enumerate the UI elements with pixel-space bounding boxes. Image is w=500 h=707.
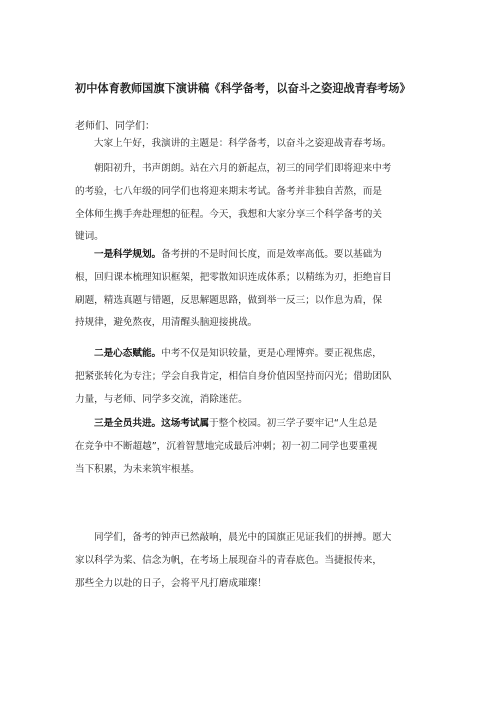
paragraph-opening [75,133,435,156]
point-heading: 二是心态赋能。 [94,348,162,359]
paragraph-line: 那些全力以赴的日子，会将平凡打磨成璀璨！ [75,577,267,589]
paragraph-line: 力量，与老师、同学多交流，消除迷茫。 [75,393,248,405]
paragraph-line: 同学们，备考的钟声已然敲响，晨光中的国旗正见证我们的拼搏。愿大 [94,532,392,543]
point-heading: 三是全员共进。这场考试属 [94,418,210,429]
paragraph-line: 把紧张转化为专注；学会自我肯定，相信自身价值因坚持而闪光；借助团队 [75,370,392,382]
paragraph-line: 全体师生携手奔赴理想的征程。今天，我想和大家分享三个科学备考的关 [75,208,382,220]
paragraph-line: 朝阳初升，书声朗朗。站在六月的新起点，初三的同学们即将迎来中考 [94,163,392,174]
paragraph-point-three [75,413,435,481]
document-title: 初中体育教师国旗下演讲稿《科学备考，以奋斗之姿迎战青春考场》 [75,82,411,95]
paragraph-line: 当下积累，为未来筑牢根基。 [75,463,200,475]
point-text: 于整个校园。初三学子要牢记“人生总是 [209,418,378,429]
paragraph-line: 的考验，七八年级的同学们也将迎来期末考试。备考并非独自苦熬，而是 [75,185,382,197]
paragraph-point-one [75,244,435,335]
paragraph-line [75,343,435,366]
paragraph-point-two [75,343,435,411]
paragraph-line [75,413,435,436]
point-text: 中考不仅是知识较量，更是心理博弈。要正视焦虑， [161,348,382,359]
paragraph-line: 大家上午好，我演讲的主题是：科学备考，以奋斗之姿迎战青春考场。 [94,138,392,149]
paragraph-intro [75,158,435,249]
paragraph-closing [75,527,435,595]
paragraph-line: 刷题，精选真题与错题，反思解题思路，做到举一反三；以作息为盾，保 [75,294,382,306]
greeting: 老师们、同学们： [75,121,155,132]
paragraph-line: 键词。 [75,231,104,243]
paragraph-line: 持规律，避免熬夜，用清醒头脑迎接挑战。 [75,317,258,329]
paragraph-line [75,244,435,267]
paragraph-line: 根，回归课本梳理知识框架，把零散知识连成体系；以精练为刃，拒绝盲目 [75,271,392,283]
point-text: 备考拼的不是时间长度，而是效率高低。要以基础为 [161,249,382,260]
point-heading: 一是科学规划。 [94,249,162,260]
paragraph-line: 家以科学为桨、信念为帆，在考场上展现奋斗的青春底色。当捷报传来， [75,554,382,566]
paragraph-line: 在竞争中不断超越”，沉着智慧地完成最后冲刺；初一初二同学也要重视 [75,440,378,452]
